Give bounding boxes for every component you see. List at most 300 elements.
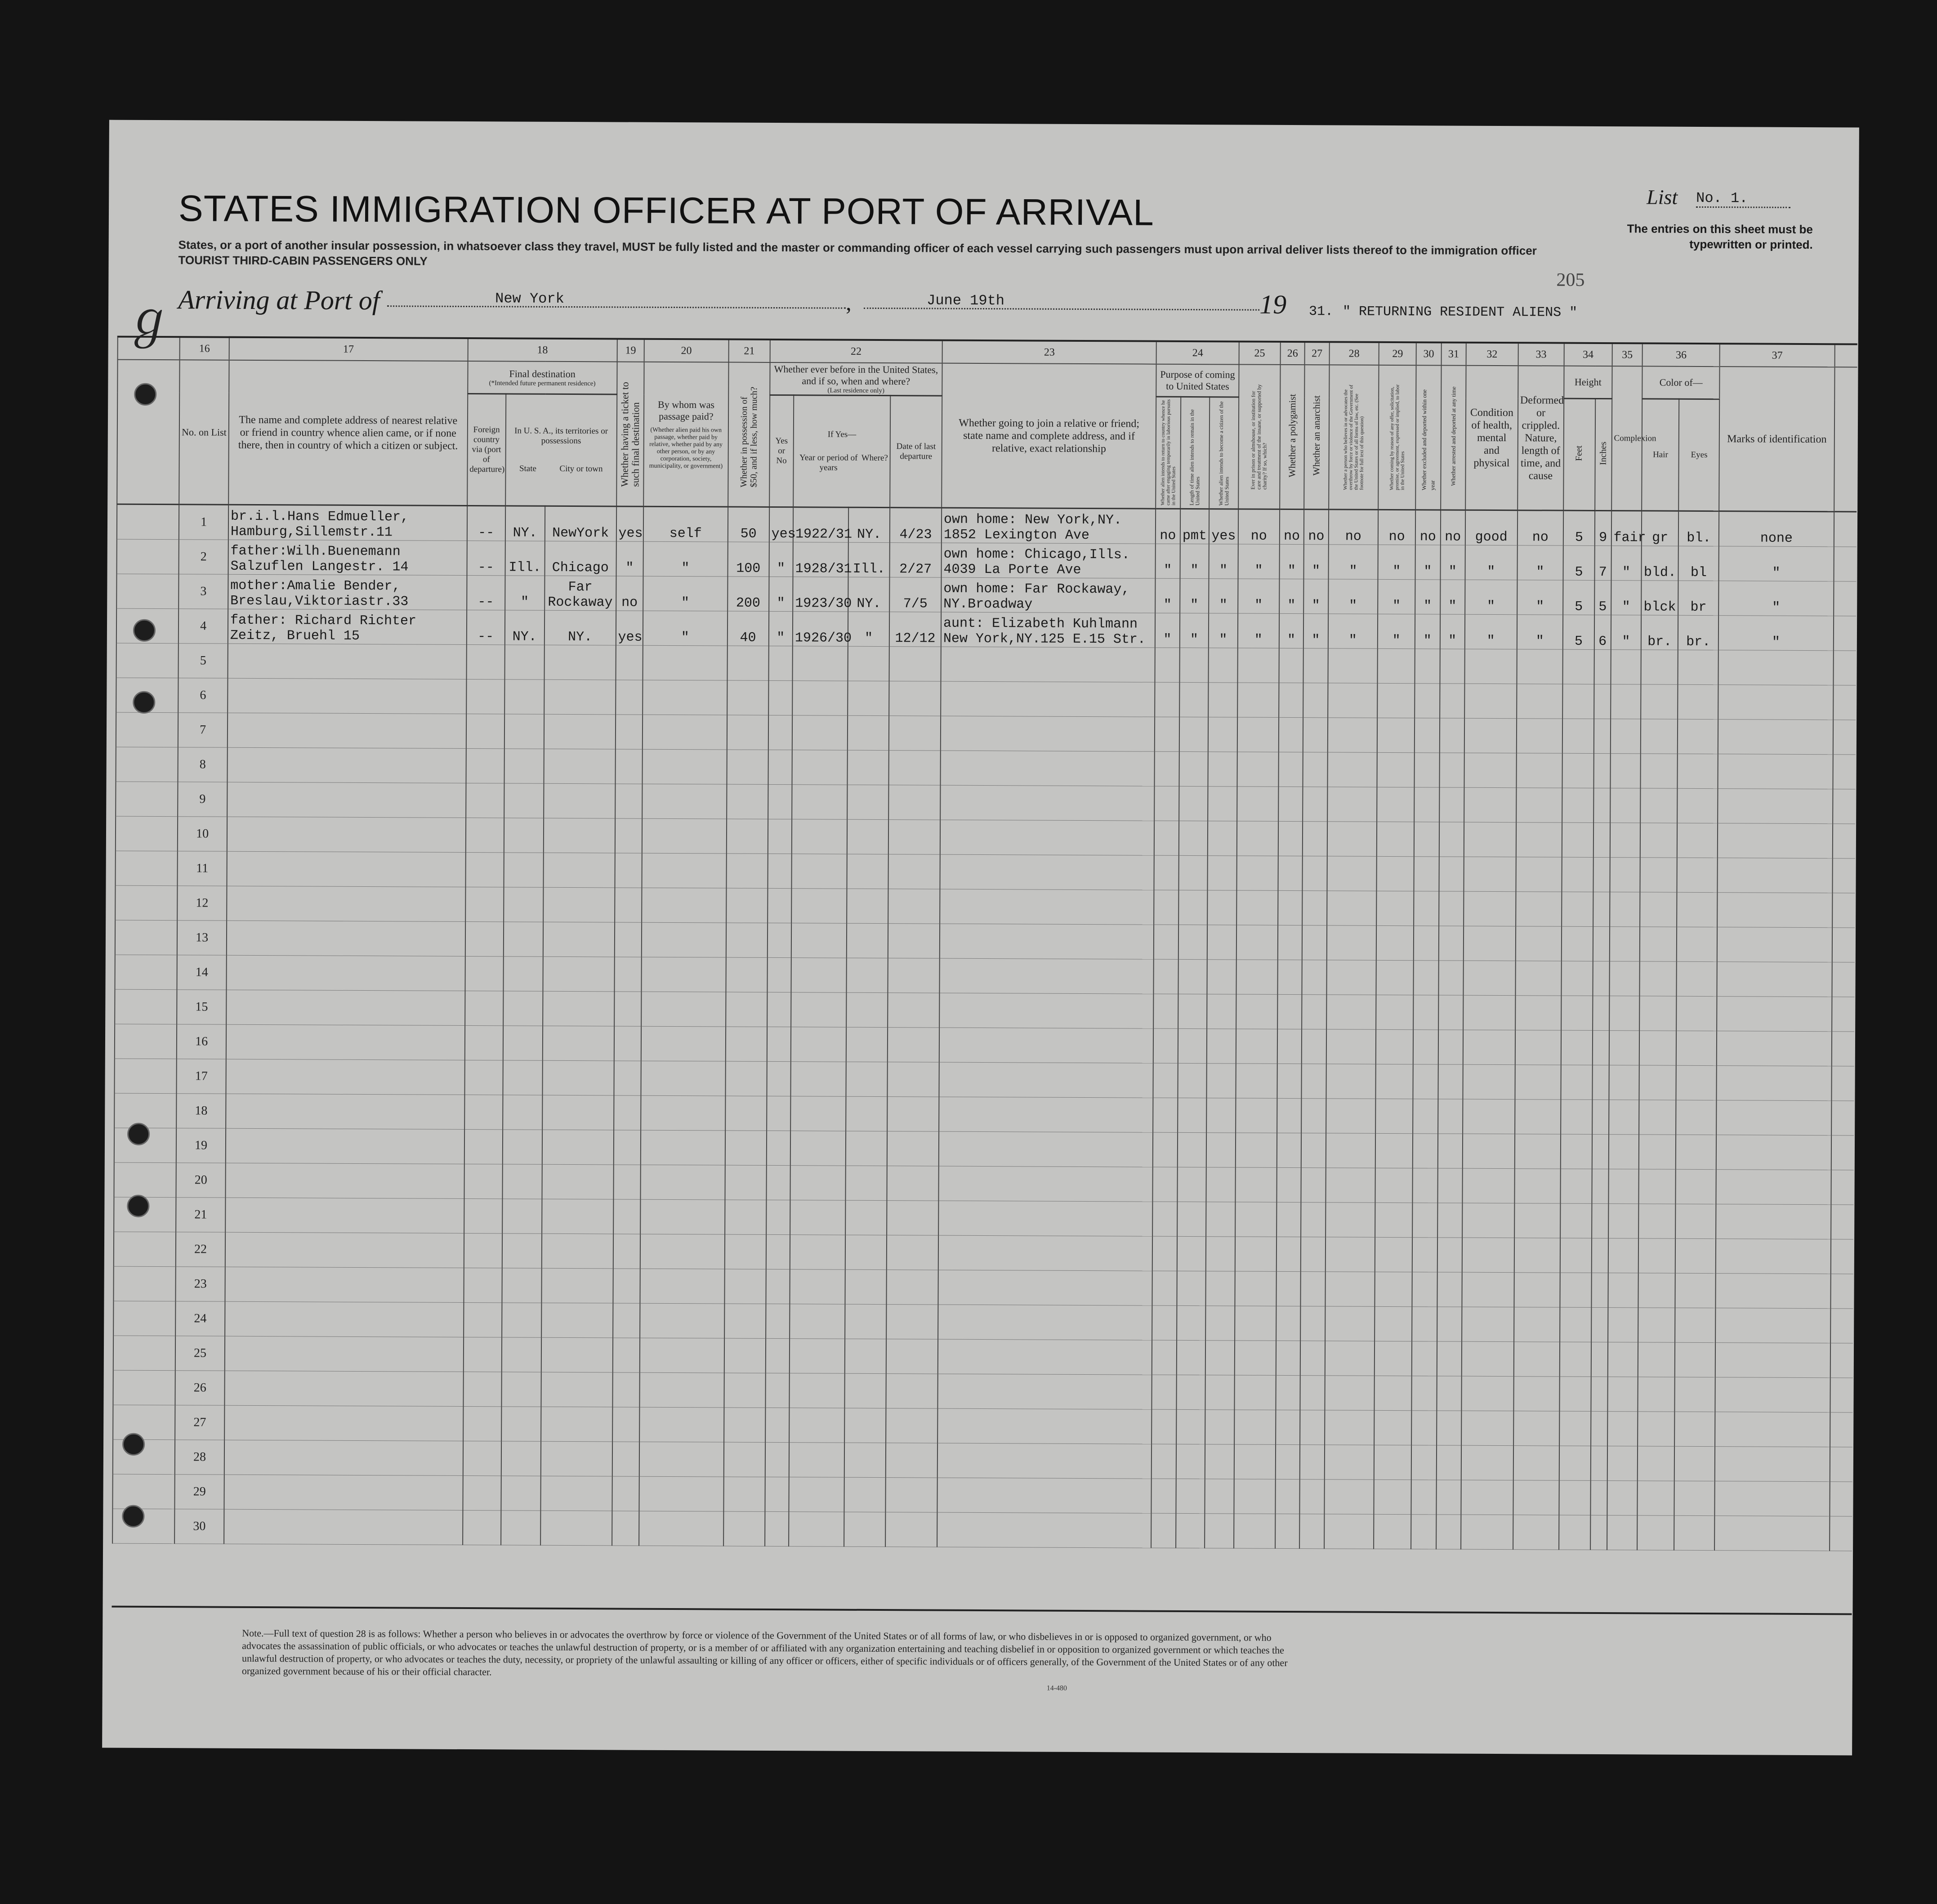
prison-label: Ever in prison or almshouse, or institution for care and treatment of the insane, or supported by charity? If so, which? (1250, 384, 1268, 490)
feet-cell: 5 (1563, 615, 1594, 649)
margin-cell (117, 360, 180, 505)
passage-paid-cell: " (643, 611, 727, 646)
binder-hole (133, 691, 155, 714)
marks-cell: none (1719, 511, 1834, 547)
anarchist-cell (1301, 1237, 1326, 1272)
excluded-cell (1413, 1064, 1438, 1099)
ticket-cell (614, 922, 642, 957)
anarchist-cell (1300, 1410, 1325, 1445)
nearest-relative-cell (225, 1198, 464, 1233)
before-years-cell (790, 1166, 846, 1201)
excluded-cell (1412, 1307, 1437, 1341)
before-where-cell (845, 1269, 887, 1304)
dest-state-cell (503, 991, 543, 1026)
marks-cell (1717, 1100, 1831, 1135)
eyes-cell: br. (1678, 615, 1718, 650)
money-cell (725, 1165, 767, 1200)
joining-cell (940, 820, 1155, 855)
polygamist-cell (1276, 1202, 1301, 1237)
purpose-length-cell (1179, 682, 1209, 717)
eyes-cell (1675, 1377, 1715, 1412)
arrested-cell (1438, 1030, 1463, 1064)
excluded-cell (1414, 891, 1439, 926)
dest-city-cell (543, 922, 615, 957)
eyes-cell (1675, 1204, 1716, 1238)
eyes-cell (1675, 1342, 1715, 1377)
prison-cell (1235, 1202, 1277, 1237)
overthrow-cell (1327, 787, 1377, 822)
ticket-cell (616, 680, 643, 715)
purpose-length-cell (1179, 821, 1208, 855)
margin-cell (115, 1024, 177, 1059)
money-cell (723, 1442, 765, 1477)
last-departure-cell (889, 681, 941, 716)
colnum-20: 20 (644, 340, 729, 362)
complexion-cell (1610, 754, 1641, 788)
dest-state-cell (504, 783, 544, 818)
ticket-cell (615, 749, 643, 784)
row-number: 6 (178, 678, 228, 713)
nearest-relative-cell: father:Wilh.Buenemann Salzuflen Langestr. 14 (228, 540, 467, 575)
dest-city-cell (542, 1095, 614, 1130)
last-departure-cell (887, 1201, 938, 1236)
form-code: 14-480 (1046, 1684, 1067, 1692)
polygamist-cell (1276, 1237, 1301, 1271)
overthrow-cell (1326, 1064, 1376, 1099)
offer-labor-cell (1375, 1376, 1412, 1410)
colnum-34: 34 (1564, 344, 1612, 366)
overthrow-cell (1326, 925, 1376, 960)
marks-cell (1718, 720, 1833, 755)
joining-cell (940, 854, 1154, 890)
row-number: 3 (179, 574, 228, 609)
before-years-cell: 1928/31 (793, 542, 848, 577)
excluded-cell (1415, 718, 1440, 753)
margin-cell-right (1834, 512, 1857, 547)
prison-cell (1234, 1514, 1276, 1548)
inches-cell (1591, 1411, 1607, 1446)
colnum-37: 37 (1720, 344, 1834, 367)
health-cell (1461, 1480, 1513, 1515)
inches-cell (1592, 1238, 1608, 1273)
before-years-cell (792, 715, 848, 751)
dest-city-cell: Chicago (545, 541, 616, 576)
eyes-cell (1675, 1308, 1715, 1342)
arrested-cell (1437, 1168, 1463, 1203)
last-departure-cell (888, 820, 940, 855)
money-cell (727, 646, 769, 680)
before-where-cell (845, 1166, 887, 1200)
inches-cell (1593, 788, 1610, 822)
binder-hole (134, 383, 156, 406)
purpose-return-cell: " (1156, 544, 1180, 578)
feet-cell (1559, 1515, 1590, 1550)
health-cell (1463, 995, 1515, 1030)
dest-city-cell (541, 1372, 612, 1407)
nearest-relative-cell (228, 644, 466, 679)
marks-cell (1717, 1066, 1831, 1101)
ticket-cell (612, 1338, 640, 1372)
anarchist-cell (1303, 683, 1328, 718)
margin-cell-right (1831, 1135, 1854, 1170)
last-departure-cell (889, 716, 941, 751)
before-yes-no-cell: yes (769, 507, 794, 542)
joining-cell (941, 647, 1155, 682)
polygamist-cell (1278, 821, 1303, 856)
row-number: 12 (177, 886, 227, 921)
manifest-body (112, 504, 1857, 1551)
dest-city-cell (540, 1476, 612, 1511)
last-departure-cell (886, 1478, 937, 1513)
row-number: 30 (174, 1509, 224, 1544)
joining-cell (941, 681, 1155, 717)
row-number: 27 (175, 1405, 224, 1440)
eyes-cell (1676, 1065, 1717, 1100)
nearest-relative-cell (227, 886, 465, 921)
header-yes-or-no: Yes or No (769, 395, 794, 507)
health-cell (1463, 1030, 1515, 1065)
money-cell (723, 1477, 765, 1511)
nearest-relative-cell (225, 1301, 464, 1337)
hair-cell (1639, 1135, 1676, 1169)
colnum-31: 31 (1441, 343, 1466, 365)
purpose-length-cell (1176, 1479, 1205, 1513)
where-label: Where? (861, 453, 888, 463)
hair-cell: br. (1641, 615, 1678, 650)
dest-state-cell (504, 645, 544, 679)
anarchist-cell (1301, 1272, 1326, 1306)
marks-cell (1716, 1274, 1830, 1309)
offer-labor-cell (1374, 1514, 1411, 1549)
before-years-cell (789, 1443, 844, 1478)
before-years-cell (790, 1200, 845, 1235)
money-cell: 50 (727, 507, 769, 542)
row-number: 2 (179, 540, 228, 574)
colnum-16: 16 (180, 338, 229, 360)
purpose-citizen-cell (1208, 787, 1237, 821)
overthrow-cell (1328, 683, 1378, 718)
purpose-length-cell (1177, 1305, 1206, 1340)
arrested-cell (1437, 1272, 1462, 1307)
inches-cell: 6 (1594, 615, 1611, 649)
margin-cell (116, 574, 179, 609)
purpose-length-cell (1177, 1132, 1206, 1167)
prison-cell (1236, 1029, 1278, 1064)
purpose-citizen-cell (1207, 1029, 1236, 1064)
arrested-cell: " (1440, 545, 1465, 580)
feet-cell (1562, 753, 1594, 788)
health-cell (1462, 1272, 1514, 1307)
page-title: STATES IMMIGRATION OFFICER AT PORT OF ARRIVAL (178, 188, 1154, 233)
health-cell (1464, 649, 1517, 684)
passage-paid-cell (640, 1338, 724, 1373)
overthrow-cell (1328, 648, 1378, 683)
offer-labor-cell (1375, 1237, 1412, 1272)
row-number: 14 (177, 955, 227, 990)
prison-cell (1234, 1375, 1276, 1410)
last-departure-cell (888, 889, 940, 924)
colnum-27: 27 (1305, 343, 1330, 365)
row-number: 23 (176, 1267, 225, 1301)
purpose-citizen-cell (1207, 1064, 1236, 1098)
prison-cell (1235, 1167, 1277, 1202)
excluded-cell (1411, 1480, 1437, 1515)
offer-labor-cell (1376, 960, 1414, 995)
if-yes-sublabels (796, 453, 888, 473)
anarchist-cell (1303, 718, 1328, 752)
passage-paid-cell (639, 1476, 724, 1511)
deformed-cell (1515, 1065, 1561, 1099)
offer-labor-cell (1376, 925, 1414, 960)
polygamist-cell (1276, 1444, 1300, 1479)
money-cell (725, 1200, 767, 1234)
deformed-cell (1514, 1169, 1561, 1203)
year-period-label: Year or period of years (799, 453, 858, 473)
nearest-relative-cell (225, 1336, 464, 1372)
before-yes-no-cell (767, 1027, 791, 1061)
before-where-cell (844, 1512, 886, 1546)
foreign-country-cell (463, 1337, 501, 1372)
before-where-cell: NY. (848, 507, 890, 542)
offer-labor-cell: no (1378, 510, 1415, 545)
inches-cell (1593, 926, 1610, 961)
eyes-cell (1676, 1031, 1717, 1065)
nearest-relative-cell (224, 1371, 463, 1406)
deformed-cell (1513, 1342, 1560, 1377)
dest-state-cell (502, 1199, 542, 1234)
header-offer-labor (1378, 365, 1416, 510)
dest-state-cell (504, 714, 544, 749)
hair-cell (1639, 1031, 1676, 1065)
hair-cell (1638, 1273, 1675, 1308)
complexion-cell (1609, 1100, 1639, 1135)
prison-cell (1237, 683, 1279, 717)
purpose-citizen-cell (1207, 960, 1236, 994)
margin-cell (114, 1162, 176, 1198)
before-where-cell (845, 1304, 887, 1339)
dest-city-cell (541, 1268, 613, 1303)
margin-cell-right (1831, 1066, 1854, 1101)
marks-cell (1718, 650, 1833, 685)
before-years-cell (790, 1339, 845, 1374)
margin-cell (116, 747, 178, 782)
health-cell (1464, 718, 1517, 753)
purpose-return-cell (1152, 1236, 1177, 1271)
passage-paid-cell (641, 1130, 725, 1165)
purpose-return-cell (1154, 925, 1178, 959)
before-yes-no-cell (768, 750, 792, 784)
colnum-28: 28 (1329, 343, 1379, 365)
marks-cell (1718, 754, 1833, 789)
hair-cell (1640, 788, 1677, 823)
separator-comma: , (846, 290, 852, 315)
margin-cell-right (1831, 1032, 1854, 1066)
anarchist-cell: " (1304, 545, 1329, 579)
purpose-length-cell (1178, 1063, 1207, 1098)
arrested-cell (1437, 1307, 1462, 1341)
colnum-32: 32 (1466, 344, 1518, 366)
before-years-cell (792, 785, 847, 820)
margin-cell (114, 1093, 177, 1128)
margin-cell-right (1832, 928, 1855, 962)
deformed-cell (1515, 926, 1562, 961)
purpose-citizen-cell (1207, 890, 1236, 925)
purpose-length-cell: " (1180, 544, 1209, 578)
joining-cell (937, 1512, 1151, 1548)
excluded-label: Whether excluded and deported within one year (1420, 389, 1436, 490)
complexion-cell: " (1611, 615, 1641, 650)
anarchist-cell (1302, 995, 1326, 1029)
row-number: 24 (175, 1301, 225, 1336)
before-yes-no-cell (768, 646, 793, 680)
prison-cell (1236, 960, 1278, 994)
before-yes-no-cell (766, 1338, 790, 1373)
purpose-length-cell (1177, 1236, 1206, 1271)
dest-city-cell (542, 1060, 614, 1095)
margin-cell (117, 539, 179, 574)
before-in-us-note: (Last residence only) (827, 387, 885, 394)
complexion-cell (1610, 892, 1640, 927)
margin-cell-right (1834, 367, 1857, 512)
state-label: State (519, 464, 537, 474)
foreign-country-cell (464, 1198, 502, 1233)
dest-city-cell (541, 1337, 613, 1372)
prison-cell (1234, 1479, 1276, 1514)
purpose-return-cell: no (1156, 509, 1180, 544)
marks-cell: " (1719, 581, 1834, 616)
purpose-citizen-cell (1208, 717, 1237, 752)
prison-cell (1236, 856, 1278, 890)
inches-cell (1593, 857, 1610, 892)
marks-cell (1716, 1170, 1831, 1205)
money-cell (726, 854, 768, 888)
ticket-cell (615, 818, 642, 853)
hair-cell (1640, 823, 1677, 858)
eyes-cell: bl. (1678, 511, 1719, 546)
prison-cell (1237, 787, 1279, 821)
overthrow-cell (1326, 1029, 1376, 1064)
foreign-country-cell (466, 645, 504, 679)
margin-cell-right (1830, 1343, 1853, 1378)
overthrow-cell (1327, 856, 1377, 891)
purpose-citizen-cell (1205, 1410, 1234, 1444)
excluded-cell (1413, 1099, 1438, 1134)
dest-city-cell (542, 1199, 613, 1234)
marks-cell (1715, 1343, 1830, 1378)
margin-cell-right (1830, 1239, 1853, 1274)
row-number: 20 (176, 1163, 226, 1198)
foreign-country-cell (463, 1406, 501, 1441)
passage-paid-cell (640, 1303, 724, 1338)
excluded-cell (1413, 1134, 1438, 1168)
prison-cell: " (1238, 613, 1280, 648)
feet-cell (1560, 1238, 1592, 1273)
overthrow-cell (1325, 1306, 1375, 1341)
hair-cell (1641, 684, 1678, 719)
margin-cell (116, 643, 179, 678)
marks-cell (1717, 997, 1832, 1032)
marks-cell: " (1718, 616, 1833, 651)
inches-cell (1592, 1065, 1609, 1099)
passage-paid-cell (640, 1269, 725, 1304)
before-where-cell (847, 750, 889, 785)
ticket-cell (613, 1234, 640, 1269)
subtitle-line-2: TOURIST THIRD-CABIN PASSENGERS ONLY (178, 253, 428, 268)
complexion-cell (1608, 1135, 1639, 1169)
foreign-country-cell (464, 1302, 502, 1337)
row-number: 25 (175, 1336, 225, 1371)
purpose-length-cell (1177, 1202, 1206, 1236)
offer-labor-cell: " (1378, 614, 1415, 648)
last-departure-cell (888, 854, 940, 889)
complexion-cell (1607, 1481, 1638, 1515)
health-cell (1461, 1515, 1513, 1550)
before-where-cell (844, 1373, 886, 1408)
margin-cell (116, 712, 179, 747)
header-joining: Whether going to join a relative or friend; state name and complete address, and if relative, exact relationship (942, 363, 1156, 509)
offer-labor-label: Whether coming by reason of any offer, solicitation, promise, or agreement, expressed or implied, to labor in the United States (1389, 384, 1406, 490)
purpose-length-cell (1179, 751, 1208, 786)
passage-paid-cell (639, 1511, 723, 1546)
ticket-cell (613, 1199, 641, 1234)
excluded-cell (1411, 1445, 1437, 1480)
money-cell (727, 784, 768, 819)
deformed-cell (1515, 1030, 1561, 1065)
anarchist-cell (1302, 1064, 1326, 1099)
dest-city-cell (540, 1511, 612, 1546)
complexion-cell (1608, 1169, 1639, 1204)
marks-cell (1716, 1308, 1830, 1343)
header-anarchist (1304, 365, 1329, 510)
margin-cell-right (1833, 755, 1856, 789)
arrested-cell (1438, 926, 1464, 961)
deformed-cell: " (1517, 615, 1563, 649)
header-purpose: Purpose of coming to United States (1156, 364, 1239, 397)
passage-paid-cell (639, 1407, 724, 1442)
purpose-citizen-cell (1205, 1514, 1234, 1548)
before-yes-no-cell (768, 715, 793, 750)
feet-cell (1559, 1446, 1591, 1480)
purpose-return-cell (1155, 751, 1179, 786)
prison-cell (1236, 1133, 1277, 1167)
purpose-length-cell (1179, 717, 1209, 751)
city-label: City or town (559, 464, 603, 474)
money-cell (724, 1408, 766, 1442)
passage-paid-cell (643, 749, 727, 784)
margin-cell (115, 885, 178, 921)
dest-city-cell (544, 818, 615, 853)
before-where-cell (846, 1131, 888, 1166)
deformed-cell (1515, 996, 1562, 1030)
last-departure-cell (885, 1512, 937, 1547)
complexion-cell (1609, 961, 1640, 996)
health-cell (1462, 1168, 1514, 1203)
excluded-cell (1414, 822, 1439, 857)
header-nearest-relative: The name and complete address of nearest relative or friend in country whence alien came, or if none there, then in country of which a citizen or subject. (228, 360, 468, 506)
purpose-citizen-cell (1206, 1202, 1235, 1237)
polygamist-cell (1278, 752, 1303, 787)
before-in-us-label: Whether ever before in the United States, and if so, when and where? (774, 363, 938, 387)
ticket-cell (614, 1095, 641, 1130)
eyes-cell (1678, 754, 1718, 788)
complexion-cell (1610, 858, 1640, 892)
ticket-cell (615, 784, 643, 818)
dest-state-cell (502, 1164, 542, 1199)
last-departure-cell (886, 1408, 937, 1444)
joining-cell (940, 751, 1155, 786)
inches-cell (1593, 1030, 1609, 1065)
manifest-sheet (102, 120, 1859, 1756)
